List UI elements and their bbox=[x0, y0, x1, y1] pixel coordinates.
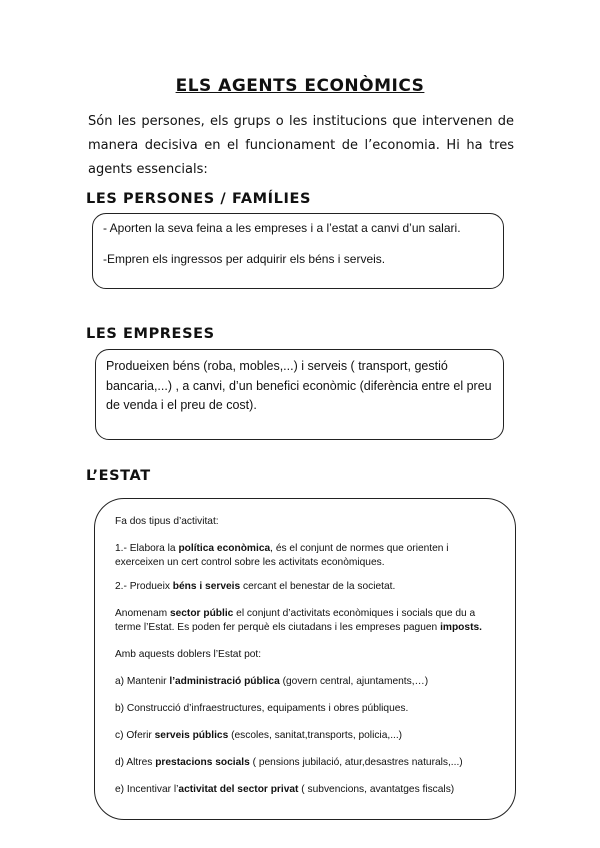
estat-option-b: b) Construcció d’infraestructures, equipaments i obres públiques. bbox=[115, 703, 409, 714]
persones-line-1: - Aporten la seva feina a les empreses i a l’estat a canvi d’un salari. bbox=[103, 221, 461, 235]
estat-item-2: 2.- Produeix béns i serveis cercant el benestar de la societat. bbox=[115, 581, 396, 592]
intro-paragraph: Són les persones, els grups o les institucions que intervenen de manera decisiva en el funcionament de l’economia. Hi ha tres agents essencials: bbox=[88, 114, 514, 177]
estat-box bbox=[94, 498, 516, 820]
persones-box bbox=[92, 213, 504, 289]
heading-empreses: LES EMPRESES bbox=[86, 326, 215, 342]
estat-option-e: e) Incentivar l’activitat del sector privat ( subvencions, avantatges fiscals) bbox=[115, 784, 455, 795]
heading-estat: L’ESTAT bbox=[86, 468, 151, 484]
empreses-text: Produeixen béns (roba, mobles,...) i serveis ( transport, gestió bancaria,...) , a canvi, d’un benefici econòmic (diferència entre el preu de venda i el preu de cost). bbox=[106, 359, 492, 412]
estat-doblers: Amb aquests doblers l’Estat pot: bbox=[115, 649, 262, 660]
heading-persones: LES PERSONES / FAMÍLIES bbox=[86, 191, 312, 207]
empreses-box bbox=[95, 349, 504, 440]
estat-sector-public: Anomenam sector públic el conjunt d’activitats econòmiques i socials que du a terme l’Estat. Es poden fer perquè els ciutadans i les empreses paguen imposts. bbox=[115, 608, 482, 633]
page-title: ELS AGENTS ECONÒMICS bbox=[175, 76, 425, 96]
estat-intro: Fa dos tipus d’activitat: bbox=[115, 516, 219, 527]
persones-line-2: -Empren els ingressos per adquirir els béns i serveis. bbox=[103, 252, 386, 266]
estat-option-a: a) Mantenir l’administració pública (govern central, ajuntaments,…) bbox=[115, 676, 429, 687]
estat-item-1: 1.- Elabora la política econòmica, és el conjunt de normes que orienten i exerceixen un cert control sobre les activitats econòmiques. bbox=[115, 543, 449, 568]
estat-option-c: c) Oferir serveis públics (escoles, sanitat,transports, policia,...) bbox=[115, 730, 403, 741]
estat-option-d: d) Altres prestacions socials ( pensions jubilació, atur,desastres naturals,...) bbox=[115, 757, 463, 768]
